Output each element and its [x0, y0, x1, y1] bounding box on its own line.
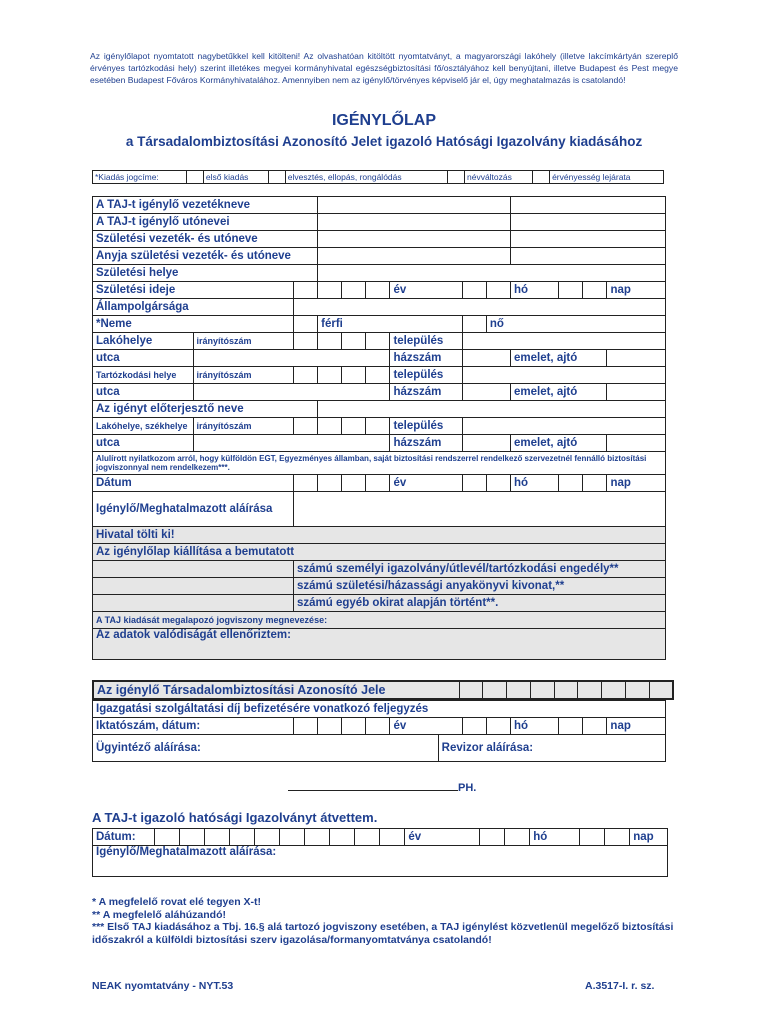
digit-cell[interactable]	[342, 475, 366, 492]
digit-cell[interactable]	[462, 475, 486, 492]
row-alairas: Igénylő/Meghatalmazott aláírása	[93, 492, 294, 527]
checkbox-lost[interactable]	[268, 171, 285, 184]
field-tartozkodasi-emelet[interactable]	[607, 384, 666, 401]
field-vezeteknev-1[interactable]	[318, 197, 511, 214]
row-neme: *Neme	[93, 316, 294, 333]
label-telepules: település	[390, 418, 462, 435]
label-telepules: település	[390, 367, 462, 384]
digit-cell[interactable]	[318, 718, 342, 735]
digit-cell[interactable]	[294, 333, 318, 350]
label-ho: hó	[510, 718, 558, 735]
digit-cell[interactable]	[366, 418, 390, 435]
label-nap: nap	[607, 475, 666, 492]
footer-right: A.3517-I. r. sz.	[585, 980, 655, 992]
label-emelet: emelet, ajtó	[511, 384, 607, 401]
label-iranyitoszam: irányítószám	[193, 333, 294, 350]
page-subtitle: a Társadalombiztosítási Azonosító Jelet igazoló Hatósági Igazolvány kiadásához	[125, 134, 643, 149]
kiadas-jogcime-table	[92, 170, 664, 184]
footnote-3: *** Első TAJ kiadásához a Tbj. 16.§ alá tartozó jogviszony esetében, a TAJ igénylést közvetlenül megelőző biztosítási időszakról a külföldi biztosítási szerv igazolása/formanyomtatványa csatolandó!	[92, 921, 674, 946]
digit-cell[interactable]	[294, 718, 318, 735]
label-ev: év	[405, 829, 480, 846]
digit-cell[interactable]	[583, 475, 607, 492]
row-szemelyi: számú személyi igazolvány/útlevél/tartózkodási engedély**	[294, 561, 666, 578]
taj-digit-cell[interactable]	[625, 681, 649, 699]
atvettem-datum: Dátum:	[93, 829, 155, 846]
atvettem-title: A TAJ-t igazoló hatósági Igazolványt átvettem.	[92, 810, 378, 825]
taj-digit-cell[interactable]	[459, 681, 483, 699]
checkbox-name-change[interactable]	[447, 171, 464, 184]
field-utonev-2[interactable]	[511, 214, 666, 231]
label-utca: utca	[93, 350, 194, 367]
hivatal-header: Hivatal tölti ki!	[93, 527, 666, 544]
label-nap: nap	[607, 282, 666, 299]
digit-cell[interactable]	[318, 418, 342, 435]
field-anyakonyvi-szam[interactable]	[93, 578, 294, 595]
digit-cell[interactable]	[155, 829, 180, 846]
taj-digit-cell[interactable]	[483, 681, 507, 699]
digit-cell[interactable]	[580, 829, 605, 846]
digit-cell[interactable]	[294, 475, 318, 492]
taj-digit-cell[interactable]	[649, 681, 673, 699]
label-ev: év	[390, 282, 462, 299]
digit-cell[interactable]	[583, 718, 607, 735]
digit-cell[interactable]	[205, 829, 230, 846]
taj-digit-cell[interactable]	[530, 681, 554, 699]
atvettem-table	[92, 828, 668, 877]
field-eloterjeszto-emelet[interactable]	[607, 435, 666, 452]
kiadas-label: *Kiadás jogcíme:	[93, 171, 187, 184]
label-iranyitoszam: irányítószám	[193, 367, 294, 384]
footnote-1: * A megfelelő rovat elé tegyen X-t!	[92, 896, 262, 908]
digit-cell[interactable]	[180, 829, 205, 846]
digit-cell[interactable]	[559, 718, 583, 735]
taj-digit-cell[interactable]	[578, 681, 602, 699]
label-iranyitoszam: irányítószám	[193, 418, 294, 435]
label-ho: hó	[530, 829, 580, 846]
row-lakohely: Lakóhelye	[93, 333, 194, 350]
field-lakohely-telepules[interactable]	[462, 333, 665, 350]
field-eloterjeszto-utca[interactable]	[193, 435, 390, 452]
option-lost: elvesztés, ellopás, rongálódás	[285, 171, 447, 184]
digit-cell[interactable]	[280, 829, 305, 846]
row-ugyintezo: Ügyintéző aláírása:	[93, 735, 439, 762]
label-ferfi: férfi	[318, 316, 463, 333]
digit-cell[interactable]	[318, 333, 342, 350]
footnotes	[92, 896, 682, 946]
field-tartozkodasi-hazszam[interactable]	[462, 384, 510, 401]
taj-digit-cell[interactable]	[507, 681, 531, 699]
taj-digit-cell[interactable]	[602, 681, 626, 699]
digit-cell[interactable]	[355, 829, 380, 846]
row-igazgatasi: Igazgatási szolgáltatási díj befizetésére vonatkozó feljegyzés	[93, 701, 666, 718]
checkbox-first-issue[interactable]	[186, 171, 203, 184]
taj-jele-table	[92, 680, 674, 700]
option-name-change: névváltozás	[464, 171, 532, 184]
label-no: nő	[486, 316, 665, 333]
office-table	[92, 700, 666, 762]
intro-text: Az igénylőlapot nyomtatott nagybetűkkel kell kitölteni! Az olvashatóan kitöltött nyomtatványt, a magyarországi lakóhely (illetve lakcímkártyán szereplő érvényes tartózkodási hely) szerint illetékes megyei kormányhivatal egészségbiztosítási fő/osztályához kell benyújtani, illetve Budapest és Pest megye esetében Budapest Főváros Kormányhivatalához. Amennyiben nem az igénylő/törvényes képviselő jár el, úgy meghatalmazás is csatolandó!	[90, 51, 678, 85]
field-anyja-nev-1[interactable]	[318, 248, 511, 265]
digit-cell[interactable]	[294, 367, 318, 384]
row-szuletesi-ido: Születési ideje	[93, 282, 294, 299]
digit-cell[interactable]	[366, 333, 390, 350]
field-szuletesi-hely[interactable]	[318, 265, 666, 282]
digit-cell[interactable]	[583, 282, 607, 299]
label-ev: év	[390, 718, 462, 735]
label-ho: hó	[511, 282, 559, 299]
row-iktatoszam: Iktatószám, dátum:	[93, 718, 294, 735]
field-szuletesi-nev-1[interactable]	[318, 231, 511, 248]
digit-cell[interactable]	[366, 367, 390, 384]
field-tartozkodasi-telepules[interactable]	[462, 367, 665, 384]
field-anyja-nev-2[interactable]	[511, 248, 666, 265]
label-emelet: emelet, ajtó	[511, 350, 607, 367]
checkbox-ferfi[interactable]	[294, 316, 318, 333]
digit-cell[interactable]	[330, 829, 355, 846]
digit-cell[interactable]	[559, 475, 583, 492]
row-szuletesi-hely: Születési helye	[93, 265, 318, 282]
digit-cell[interactable]	[342, 282, 366, 299]
row-anyja-nev: Anyja születési vezeték- és utóneve	[93, 248, 318, 265]
checkbox-no[interactable]	[462, 316, 486, 333]
label-nap: nap	[607, 718, 666, 735]
digit-cell[interactable]	[342, 367, 366, 384]
field-eloterjeszto[interactable]	[318, 401, 666, 418]
option-expiry: érvényesség lejárata	[550, 171, 664, 184]
digit-cell[interactable]	[230, 829, 255, 846]
field-lakohely-emelet[interactable]	[607, 350, 666, 367]
digit-cell[interactable]	[294, 418, 318, 435]
nyilatkozat-text: Alulírott nyilatkozom arról, hogy külföldön EGT, Egyezményes államban, saját biztosítási rendszerrel rendelkező szervezetnél fennálló biztosítási jogviszonnyal nem rendelkezem***.	[93, 452, 666, 475]
ph-label: PH.	[458, 782, 477, 794]
field-utonev-1[interactable]	[318, 214, 511, 231]
digit-cell[interactable]	[486, 282, 510, 299]
digit-cell[interactable]	[342, 418, 366, 435]
label-hazszam: házszám	[390, 350, 462, 367]
digit-cell[interactable]	[462, 718, 486, 735]
label-emelet: emelet, ajtó	[511, 435, 607, 452]
row-kiallitas: Az igénylőlap kiállítása a bemutatott	[93, 544, 666, 561]
field-alairas[interactable]	[294, 492, 666, 527]
row-taj-jele: Az igénylő Társadalombiztosítási Azonosító Jele	[93, 681, 459, 699]
row-revizor: Revizor aláírása:	[438, 735, 665, 762]
row-jogviszony: A TAJ kiadását megalapozó jogviszony megnevezése:	[93, 612, 666, 629]
label-utca: utca	[93, 435, 194, 452]
field-eloterjeszto-hazszam[interactable]	[462, 435, 510, 452]
digit-cell[interactable]	[559, 282, 583, 299]
digit-cell[interactable]	[486, 475, 510, 492]
digit-cell[interactable]	[294, 282, 318, 299]
digit-cell[interactable]	[486, 718, 510, 735]
field-szemelyi-szam[interactable]	[93, 561, 294, 578]
digit-cell[interactable]	[462, 282, 486, 299]
row-datum: Dátum	[93, 475, 294, 492]
field-vezeteknev-2[interactable]	[511, 197, 666, 214]
label-hazszam: házszám	[390, 435, 462, 452]
label-telepules: település	[390, 333, 462, 350]
digit-cell[interactable]	[318, 282, 342, 299]
label-ho: hó	[511, 475, 559, 492]
row-utonev: A TAJ-t igénylő utónevei	[93, 214, 318, 231]
field-lakohely-hazszam[interactable]	[462, 350, 510, 367]
row-vezeteknev: A TAJ-t igénylő vezetékneve	[93, 197, 318, 214]
row-szuletesi-nev: Születési vezeték- és utóneve	[93, 231, 318, 248]
footnote-2: ** A megfelelő aláhúzandó!	[92, 908, 226, 921]
digit-cell[interactable]	[366, 282, 390, 299]
digit-cell[interactable]	[505, 829, 530, 846]
digit-cell[interactable]	[318, 367, 342, 384]
row-allampolgarsag: Állampolgársága	[93, 299, 294, 316]
row-anyakonyvi: számú születési/házassági anyakönyvi kivonat,**	[294, 578, 666, 595]
digit-cell[interactable]	[605, 829, 630, 846]
footer-left: NEAK nyomtatvány - NYT.53	[92, 980, 234, 992]
field-allampolgarsag[interactable]	[294, 299, 666, 316]
row-lakohely-szekhely: Lakóhelye, székhelye	[93, 418, 194, 435]
row-tartozkodasi: Tartózkodási helye	[93, 367, 194, 384]
page-title: IGÉNYLŐLAP	[331, 112, 436, 129]
field-lakohely-utca[interactable]	[193, 350, 390, 367]
ph-signature-line[interactable]	[288, 790, 458, 791]
label-ev: év	[390, 475, 462, 492]
row-egyeb: számú egyéb okirat alapján történt**.	[294, 595, 666, 612]
digit-cell[interactable]	[305, 829, 330, 846]
digit-cell[interactable]	[342, 718, 366, 735]
field-szuletesi-nev-2[interactable]	[511, 231, 666, 248]
digit-cell[interactable]	[480, 829, 505, 846]
digit-cell[interactable]	[380, 829, 405, 846]
taj-digit-cell[interactable]	[554, 681, 578, 699]
option-first-issue: első kiadás	[203, 171, 268, 184]
digit-cell[interactable]	[366, 475, 390, 492]
digit-cell[interactable]	[366, 718, 390, 735]
digit-cell[interactable]	[342, 333, 366, 350]
label-utca: utca	[93, 384, 194, 401]
field-tartozkodasi-utca[interactable]	[193, 384, 390, 401]
label-nap: nap	[630, 829, 668, 846]
label-hazszam: házszám	[390, 384, 462, 401]
digit-cell[interactable]	[255, 829, 280, 846]
digit-cell[interactable]	[318, 475, 342, 492]
main-form-table	[92, 196, 666, 660]
field-egyeb-szam[interactable]	[93, 595, 294, 612]
checkbox-expiry[interactable]	[533, 171, 550, 184]
row-eloterjeszto: Az igényt előterjesztő neve	[93, 401, 318, 418]
row-ellenoriztem: Az adatok valódiságát ellenőriztem:	[93, 629, 666, 660]
atvettem-alairas: Igénylő/Meghatalmazott aláírása:	[93, 846, 668, 877]
field-eloterjeszto-telepules[interactable]	[462, 418, 665, 435]
